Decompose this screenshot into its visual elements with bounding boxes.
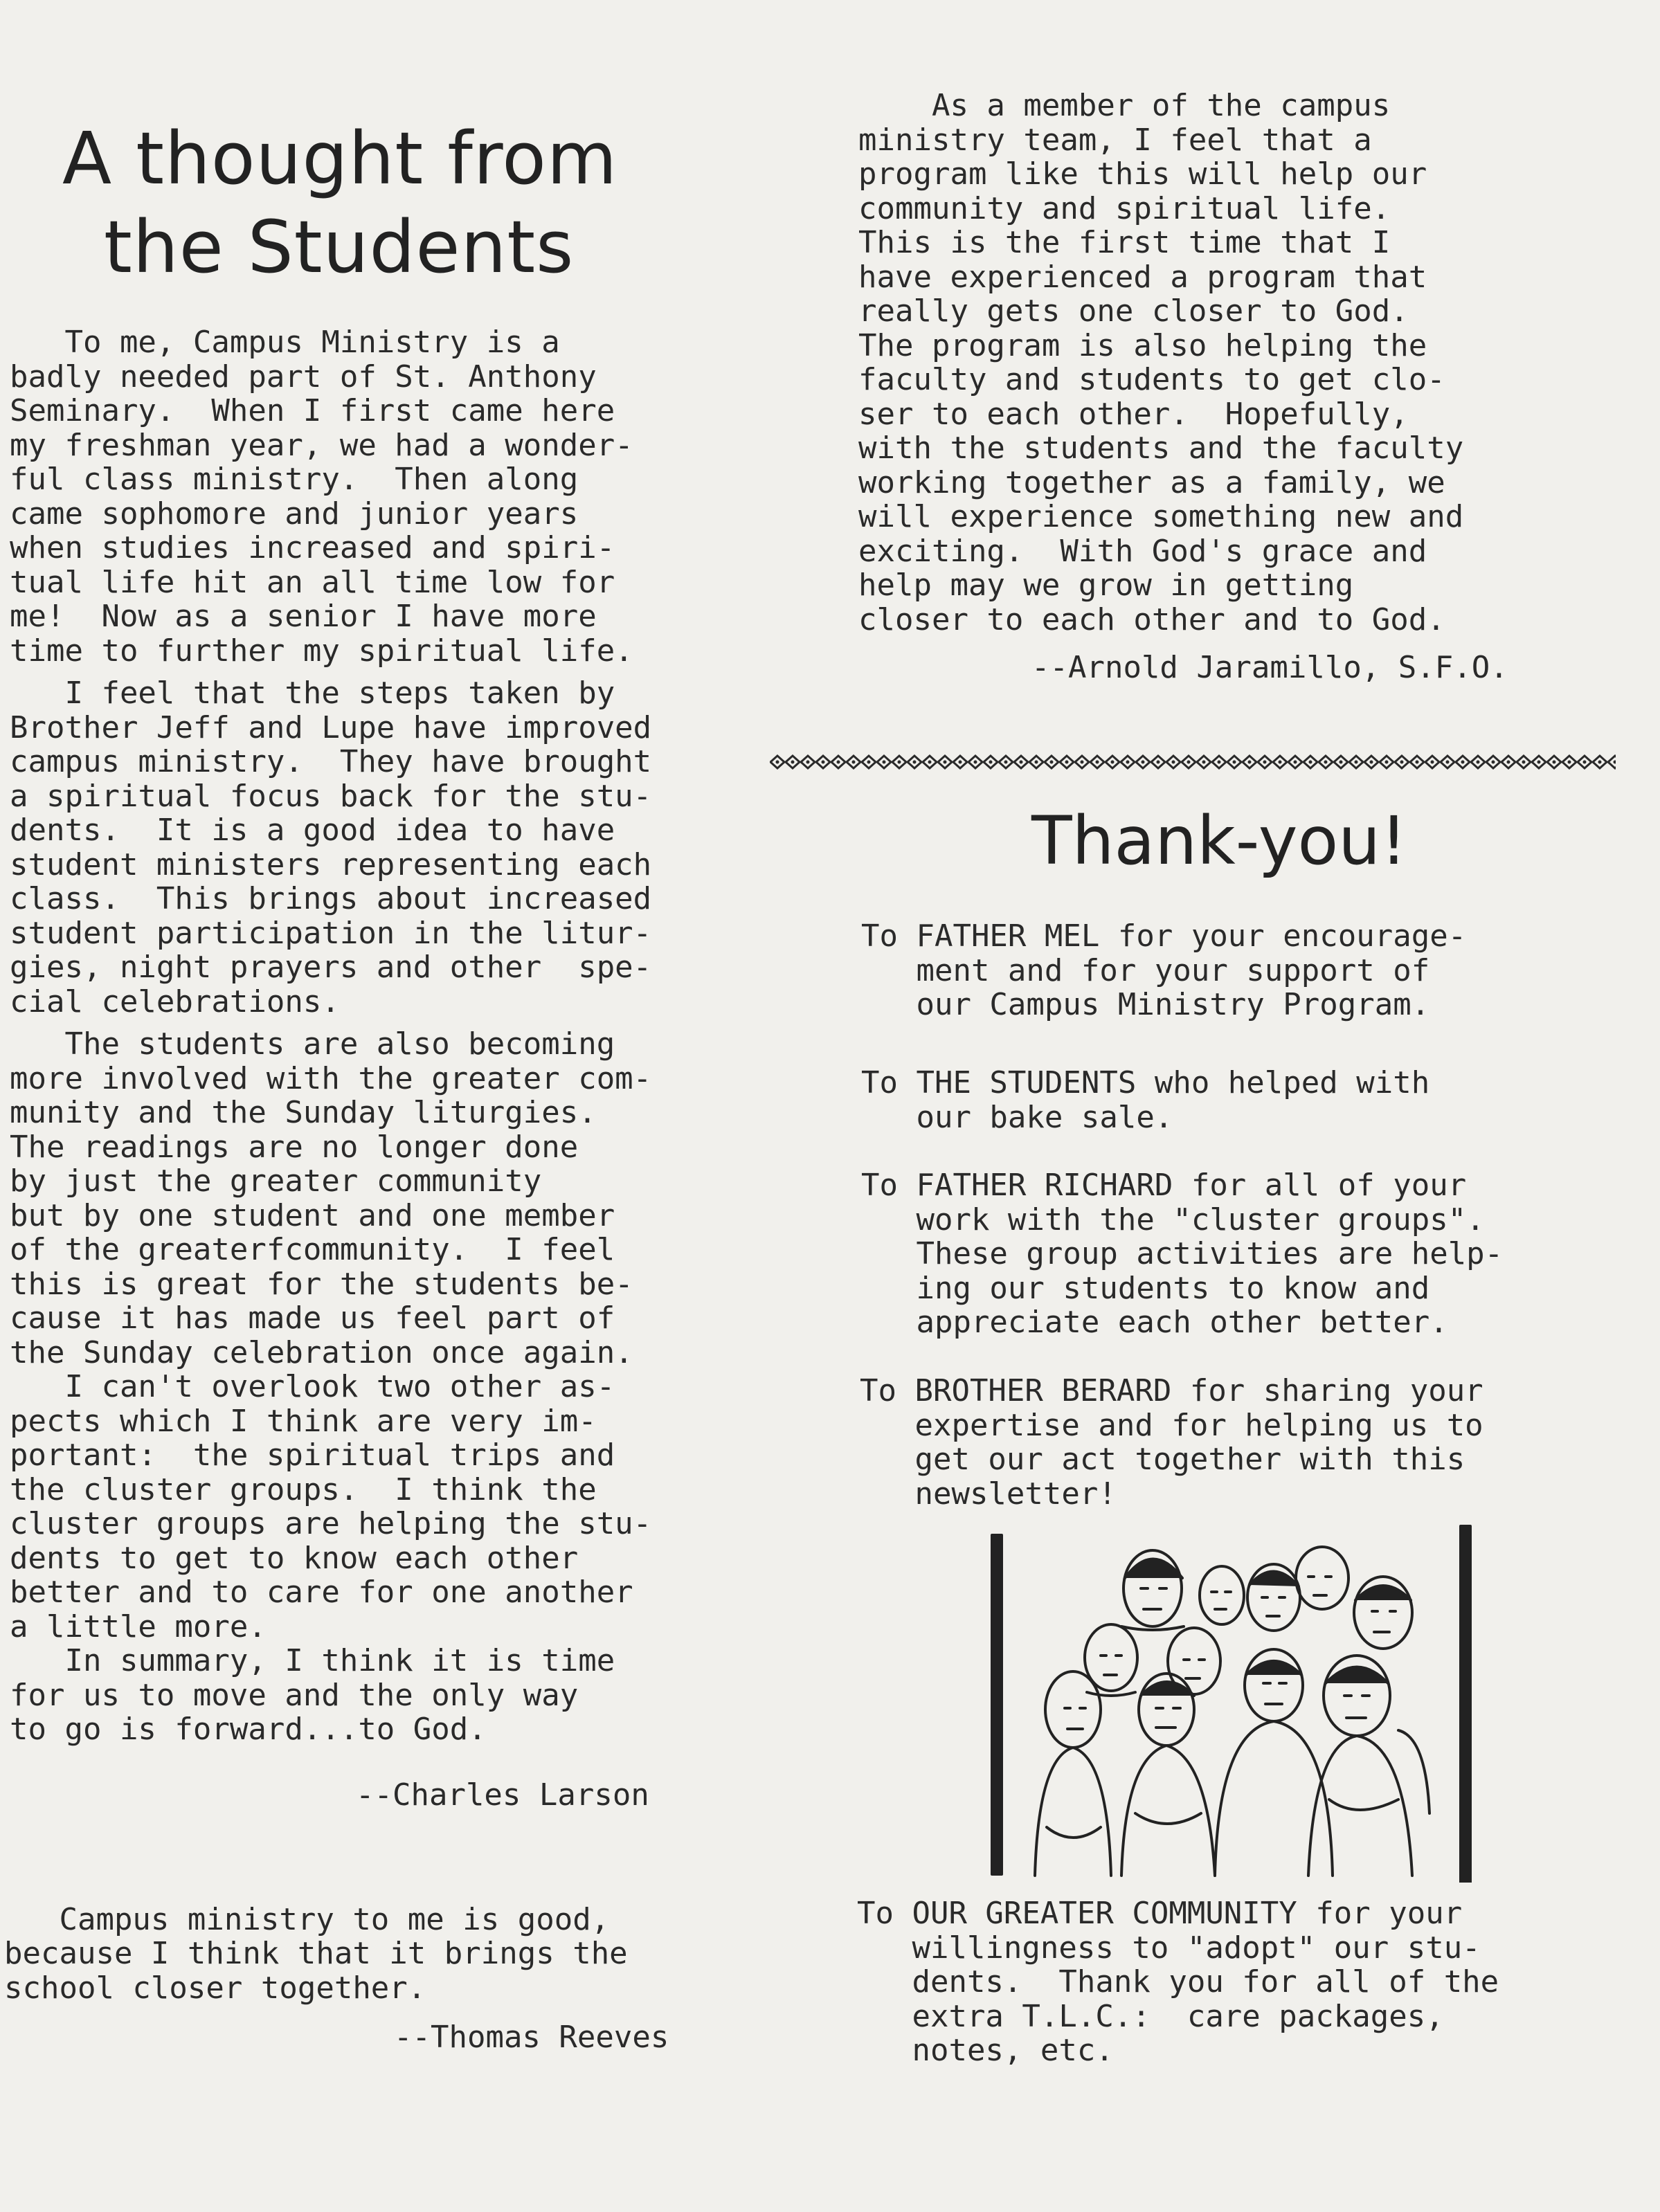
jaramillo-signature: --Arnold Jaramillo, S.F.O. [1031, 650, 1508, 685]
article-headline [62, 114, 755, 291]
jaramillo-text: As a member of the campus ministry team, I feel that a program like this will help our community and spiritual life. This is the first time that I have experienced a program that really gets one closer to God. The program is also helping the faculty and students to get clo- ser to each other. Hopefully, with the students and the faculty working together as a family, we will experience something new and exciting. With God's grace and help may we grow in getting closer to each other and to God. [858, 88, 1464, 637]
larson-paragraph-2: I feel that the steps taken by Brother Jeff and Lupe have improved campus ministry. They have brought a spiritual focus back for the stu- dents. It is a good idea to have student ministers representing each class. This brings about increased student participation in the litur- gies, night prayers and other spe- cial celebrations. [10, 676, 652, 1019]
thank-you-title: Thank-you! [1031, 802, 1407, 880]
reeves-signature: --Thomas Reeves [394, 2020, 669, 2055]
reeves-text: Campus ministry to me is good, because I think that it brings the school closer together. [4, 1901, 628, 2006]
decorative-divider [770, 753, 1616, 771]
left-column [4, 325, 750, 2055]
thanks-item-father-mel: To FATHER MEL for your encourage- ment and for your support of our Campus Ministry Program. [861, 918, 1467, 1022]
group-illustration [983, 1523, 1481, 1883]
right-column [858, 89, 1571, 685]
thanks-item-students: To THE STUDENTS who helped with our bake sale. [861, 1065, 1430, 1135]
thanks-item-greater-community: To OUR GREATER COMMUNITY for your willingness to "adopt" our stu- dents. Thank you for all of the extra T.L.C.: care packages, notes, etc. [857, 1896, 1499, 2068]
headline-line-2: the Students [104, 205, 575, 289]
headline-line-1: A thought from [62, 116, 618, 201]
larson-paragraph-3: The students are also becoming more involved with the greater com- munity and the Sunday liturgies. The readings are no longer done by just the greater community but by one student and one member of the greaterfcommunity. I feel this is great for the students be- cause it has made us feel part of the Sunday celebration once again. I can't overlook two other as- pects which I think are very im- portant: the spiritual trips and the cluster groups. I think the cluster groups are helping the stu- dents to get to know each other better and to care for one another a little more. In summary, I think it is time for us to move and the only way to go is forward...to God. [10, 1026, 652, 1747]
larson-paragraph-1: To me, Campus Ministry is a badly needed part of St. Anthony Seminary. When I first came here my freshman year, we had a wonder- ful class ministry. Then along came sophomore and junior years when studies increased and spiri- tual life hit an all time low for me! Now as a senior I have more time to further my spiritual life. [10, 325, 633, 669]
thanks-item-father-richard: To FATHER RICHARD for all of your work with the "cluster groups". These group activities are help- ing our students to know and appreciate each other better. [861, 1168, 1504, 1340]
larson-signature: --Charles Larson [356, 1777, 649, 1813]
thanks-item-brother-berard: To BROTHER BERARD for sharing your expertise and for helping us to get our act together with this newsletter! [860, 1373, 1483, 1512]
